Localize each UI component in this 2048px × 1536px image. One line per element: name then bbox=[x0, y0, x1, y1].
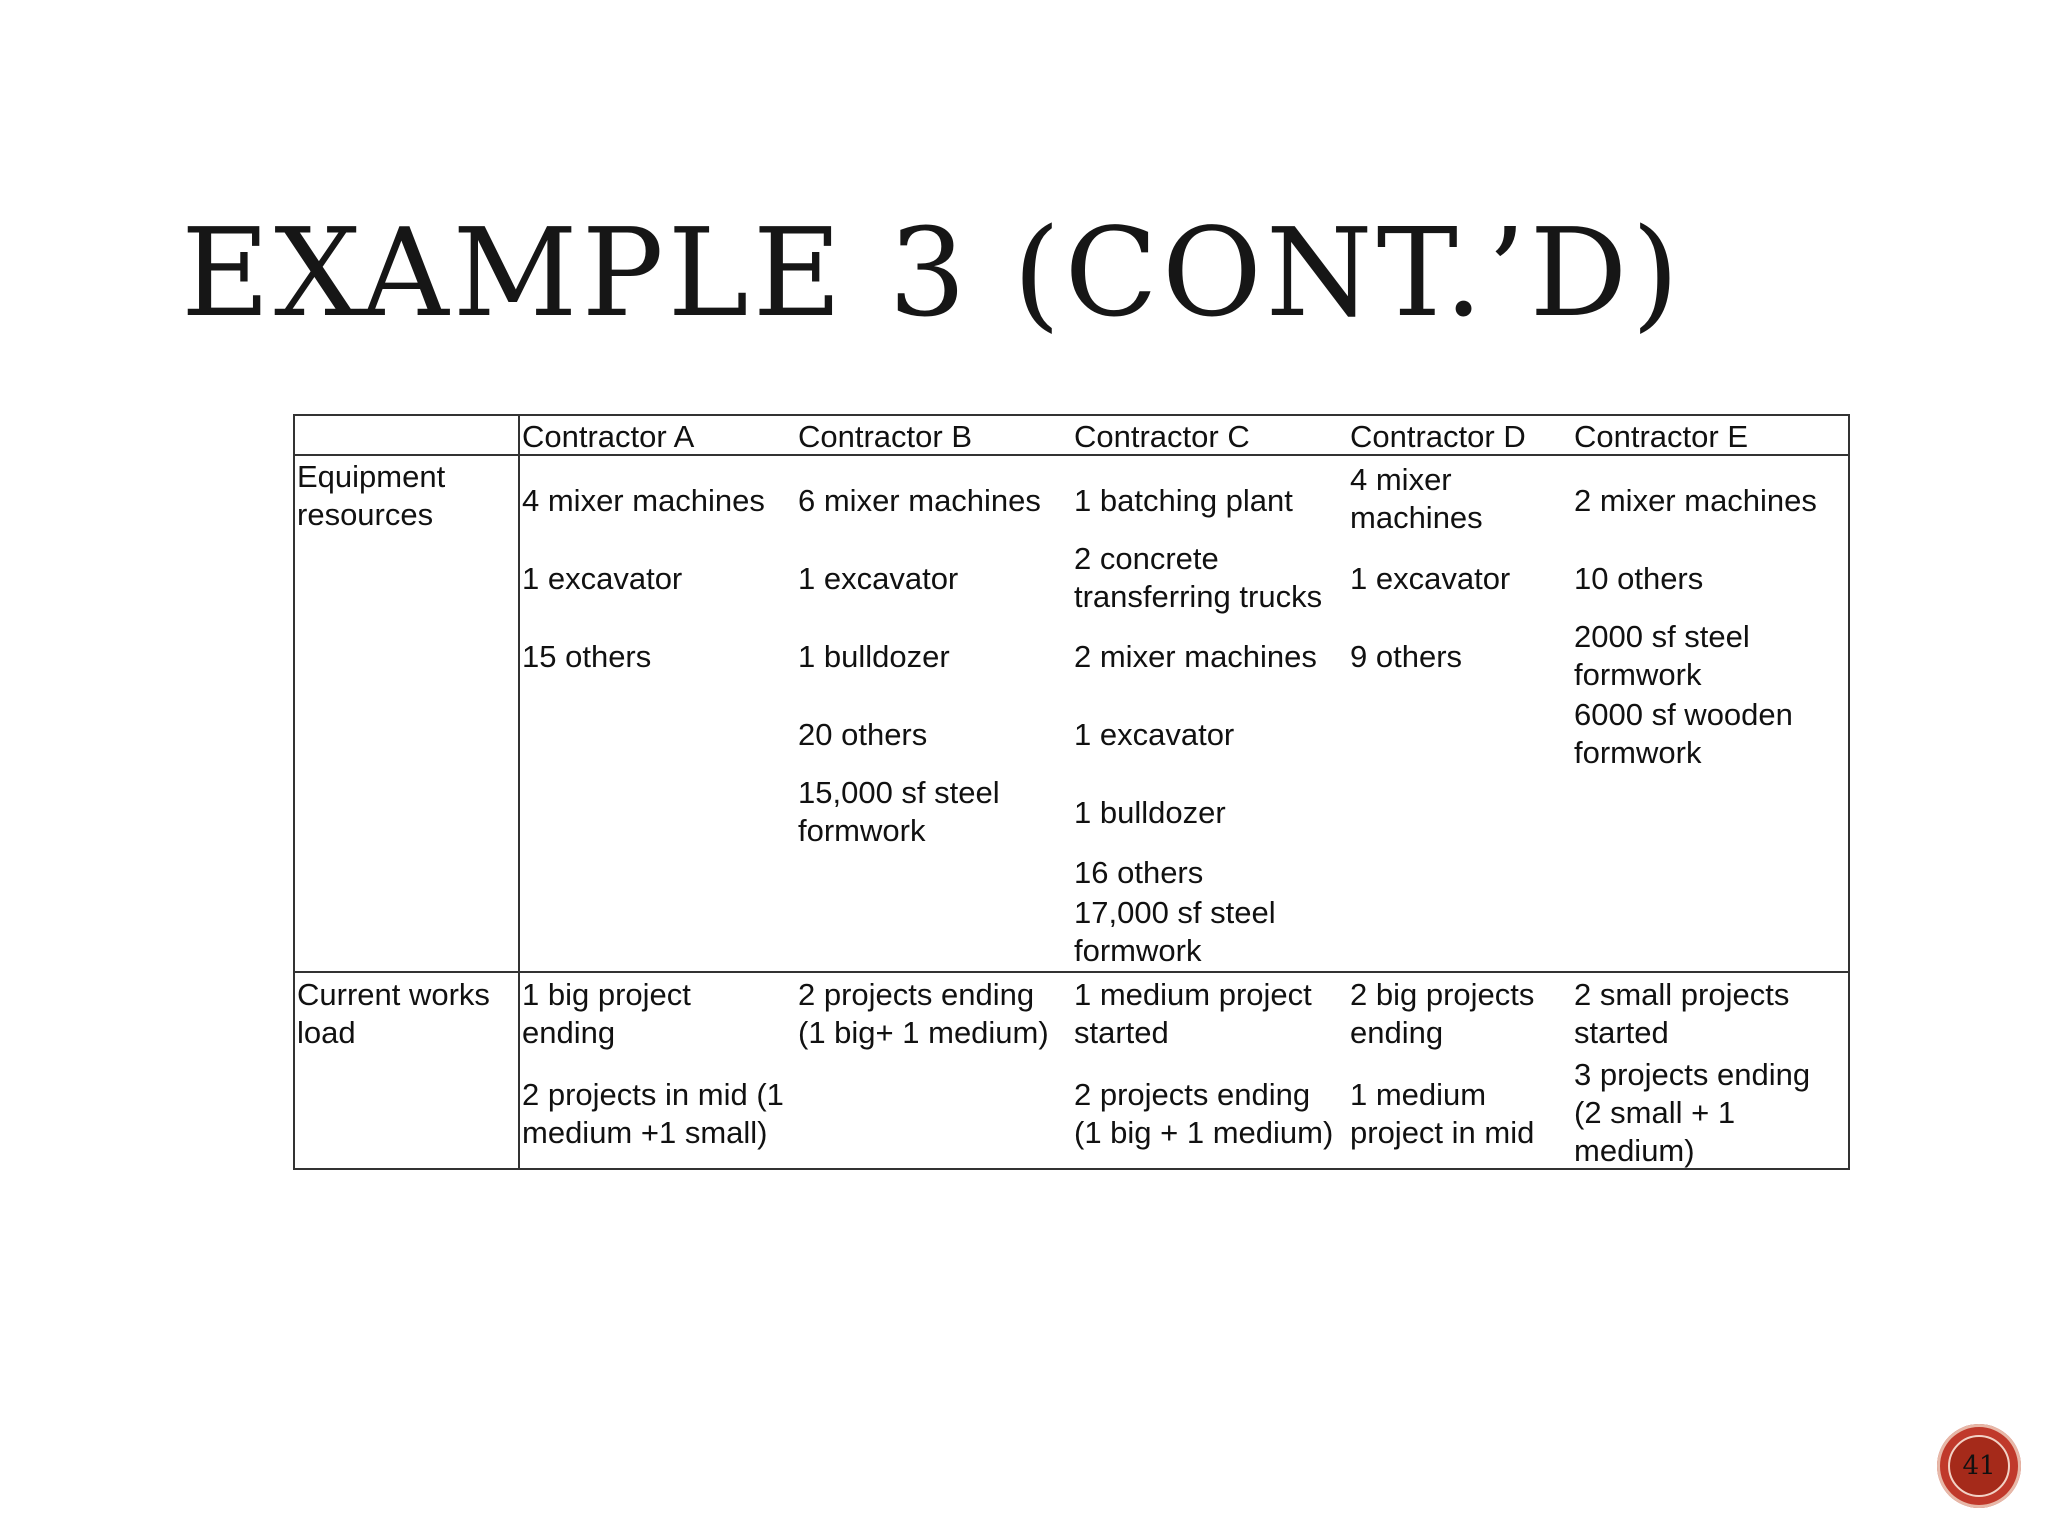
workload-item bbox=[1350, 976, 1534, 1052]
workload-item-line: 2 projects ending bbox=[1074, 1077, 1311, 1112]
header-contractor-a: Contractor A bbox=[522, 419, 695, 454]
workload-item-line: medium +1 small) bbox=[522, 1115, 768, 1150]
row-label-line: Equipment bbox=[297, 459, 446, 494]
equipment-item bbox=[1350, 461, 1483, 537]
equipment-row-label bbox=[297, 458, 445, 534]
equipment-item-line: formwork bbox=[1074, 933, 1202, 968]
workload-item bbox=[1574, 976, 1789, 1052]
header-contractor-c: Contractor C bbox=[1074, 419, 1250, 454]
equipment-item-line: formwork bbox=[1574, 657, 1702, 692]
header-contractor-e: Contractor E bbox=[1574, 419, 1749, 454]
workload-item bbox=[1574, 1056, 1810, 1170]
equipment-item bbox=[1574, 696, 1793, 772]
header-contractor-d: Contractor D bbox=[1350, 419, 1526, 454]
page-number-badge bbox=[1937, 1424, 2021, 1508]
equipment-item: 15 others bbox=[522, 639, 652, 674]
equipment-item-line: 4 mixer bbox=[1350, 462, 1452, 497]
workload-item-line: (1 big + 1 medium) bbox=[1074, 1115, 1334, 1150]
equipment-item: 20 others bbox=[798, 717, 928, 752]
label-column-divider bbox=[518, 416, 520, 1168]
contractor-comparison-table bbox=[293, 414, 1850, 1170]
workload-item-line: 3 projects ending bbox=[1574, 1057, 1811, 1092]
workload-item-line: 1 medium project bbox=[1074, 977, 1312, 1012]
equipment-item: 6 mixer machines bbox=[798, 483, 1041, 518]
equipment-item: 1 batching plant bbox=[1074, 483, 1293, 518]
workload-item bbox=[1074, 976, 1312, 1052]
equipment-item-line: 2000 sf steel bbox=[1574, 619, 1750, 654]
equipment-item: 2 mixer machines bbox=[1074, 639, 1317, 674]
workload-item-line: project in mid bbox=[1350, 1115, 1535, 1150]
equipment-item-line: 15,000 sf steel bbox=[798, 775, 1000, 810]
workload-item-line: 2 projects ending bbox=[798, 977, 1035, 1012]
workload-item-line: ending bbox=[522, 1015, 616, 1050]
header-contractor-b: Contractor B bbox=[798, 419, 973, 454]
workload-item-line: 2 small projects bbox=[1574, 977, 1790, 1012]
workload-item-line: medium) bbox=[1574, 1133, 1695, 1168]
equipment-item: 4 mixer machines bbox=[522, 483, 765, 518]
equipment-item-line: formwork bbox=[1574, 735, 1702, 770]
workload-item-line: (1 big+ 1 medium) bbox=[798, 1015, 1049, 1050]
workload-item-line: ending bbox=[1350, 1015, 1444, 1050]
equipment-item-line: formwork bbox=[798, 813, 926, 848]
equipment-item-line: transferring trucks bbox=[1074, 579, 1323, 614]
workload-item-line: 1 medium bbox=[1350, 1077, 1487, 1112]
equipment-item bbox=[1074, 894, 1276, 970]
workload-item bbox=[1350, 1076, 1534, 1152]
equipment-item: 16 others bbox=[1074, 855, 1204, 890]
equipment-item: 1 excavator bbox=[1074, 717, 1235, 752]
slide-title: EXAMPLE 3 (CONT.’D) bbox=[181, 202, 1684, 344]
equipment-item bbox=[798, 774, 1000, 850]
workload-item-line: (2 small + 1 bbox=[1574, 1095, 1736, 1130]
equipment-item-line: 17,000 sf steel bbox=[1074, 895, 1276, 930]
equipment-item-line: machines bbox=[1350, 500, 1483, 535]
equipment-item-line: 2 concrete bbox=[1074, 541, 1219, 576]
equipment-item: 1 excavator bbox=[1350, 561, 1511, 596]
equipment-row-divider bbox=[295, 971, 1848, 973]
workload-item bbox=[798, 976, 1049, 1052]
row-label-line: Current works bbox=[297, 977, 490, 1012]
equipment-item: 1 excavator bbox=[522, 561, 683, 596]
workload-item bbox=[522, 1076, 784, 1152]
workload-item-line: 2 projects in mid (1 bbox=[522, 1077, 784, 1112]
workload-item-line: 2 big projects bbox=[1350, 977, 1535, 1012]
equipment-item: 1 bulldozer bbox=[798, 639, 950, 674]
workload-row-label bbox=[297, 976, 490, 1052]
equipment-item: 9 others bbox=[1350, 639, 1463, 674]
workload-item-line: started bbox=[1574, 1015, 1669, 1050]
equipment-item bbox=[1074, 540, 1322, 616]
equipment-item: 1 bulldozer bbox=[1074, 795, 1226, 830]
row-label-line: load bbox=[297, 1015, 356, 1050]
workload-item bbox=[522, 976, 691, 1052]
workload-item-line: 1 big project bbox=[522, 977, 691, 1012]
page-number: 41 bbox=[1962, 1451, 1996, 1481]
workload-item bbox=[1074, 1076, 1333, 1152]
equipment-item-line: 6000 sf wooden bbox=[1574, 697, 1793, 732]
equipment-item: 1 excavator bbox=[798, 561, 959, 596]
equipment-item: 2 mixer machines bbox=[1574, 483, 1817, 518]
equipment-item: 10 others bbox=[1574, 561, 1704, 596]
workload-item-line: started bbox=[1074, 1015, 1169, 1050]
row-label-line: resources bbox=[297, 497, 434, 532]
equipment-item bbox=[1574, 618, 1750, 694]
